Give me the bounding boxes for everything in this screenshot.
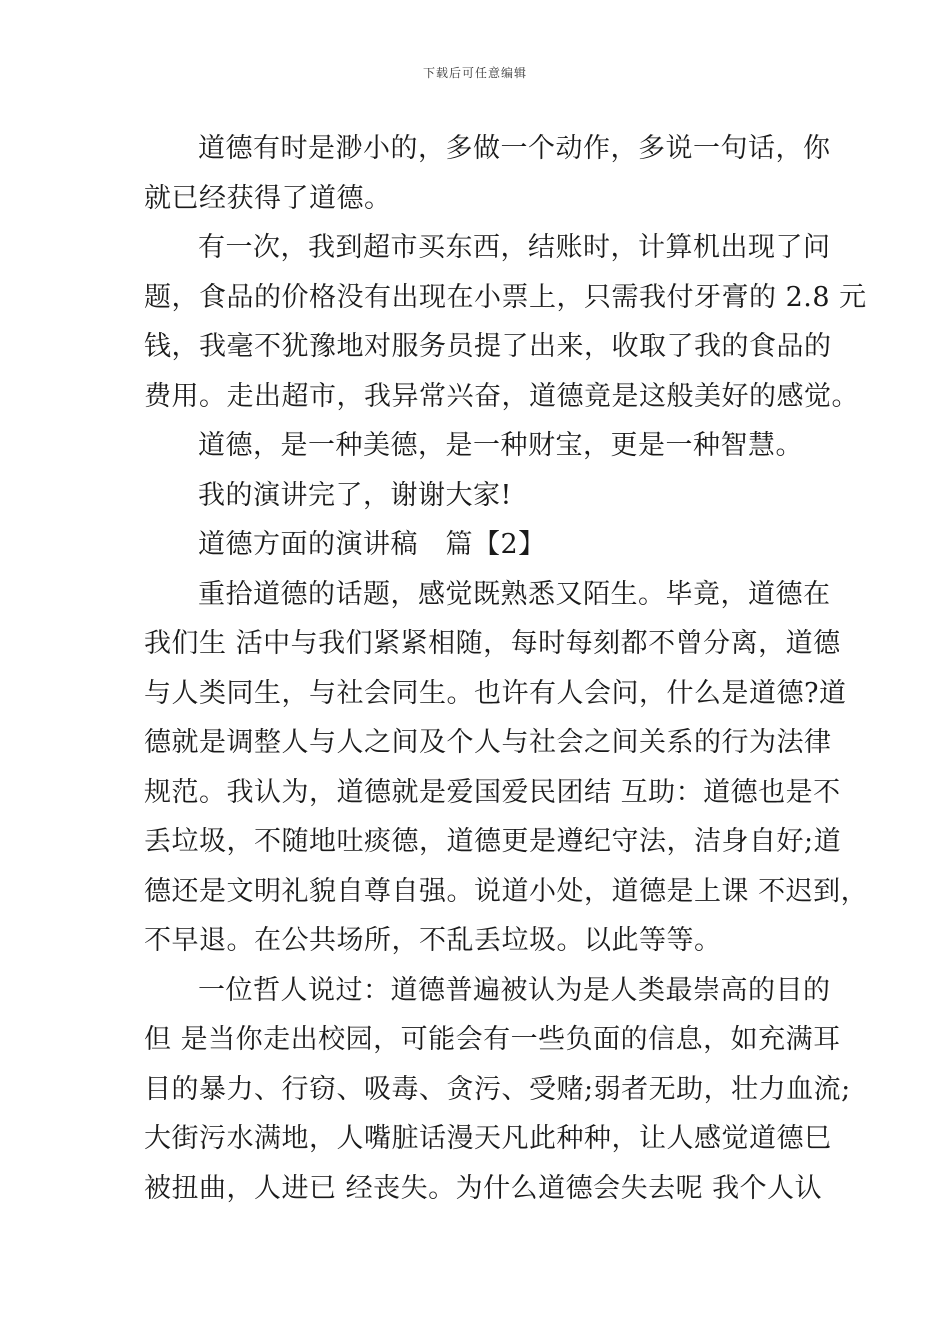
text-line: 费用。走出超市，我异常兴奋，道德竟是这般美好的感觉。 (144, 380, 859, 412)
text-line: 规范。我认为，道德就是爱国爱民团结 互助：道德也是不 (144, 776, 841, 808)
text-line: 有一次，我到超市买东西，结账时，计算机出现了问 (198, 232, 831, 263)
text-line: 道德，是一种美德，是一种财宝，更是一种智慧。 (198, 430, 803, 461)
text-line: 目的暴力、行窃、吸毒、贪污、受赌;弱者无助，壮力血流; (144, 1073, 851, 1105)
text-line: 就已经获得了道德。 (144, 182, 392, 214)
text-line: 钱，我毫不犹豫地对服务员提了出来，收取了我的食品的 (144, 331, 832, 362)
text-line: 不早退。在公共场所，不乱丢垃圾。以此等等。 (144, 925, 722, 956)
text-line: 大街污水满地，人嘴脏话漫天凡此种种，让人感觉道德巳 (144, 1123, 832, 1154)
text-line: 道德有时是渺小的，多做一个动作，多说一句话，你 (198, 133, 831, 164)
text-line: 题，食品的价格没有出现在小票上，只需我付牙膏的 2.8 元 (144, 281, 867, 313)
text-line: 丢垃圾，不随地吐痰德，道德更是遵纪守法，洁身自好;道 (144, 826, 842, 857)
text-line: 被扭曲，人进已 经丧失。为什么道德会失去呢 我个人认 (144, 1172, 823, 1204)
text-line: 与人类同生，与社会同生。也许有人会问，什么是道德?道 (144, 677, 847, 709)
text-line: 我们生 活中与我们紧紧相随，每时每刻都不曾分离，道德 (144, 628, 841, 659)
page-header: 下载后可任意编辑 (422, 66, 527, 80)
text-line: 我的演讲完了，谢谢大家! (198, 479, 512, 511)
text-line: 但 是当你走出校园，可能会有一些负面的信息，如充满耳 (144, 1024, 841, 1055)
document-body (144, 124, 869, 1213)
text-line: 德还是文明礼貌自尊自强。说道小处，道德是上课 不迟到， (144, 875, 869, 907)
section-heading: 道德方面的演讲稿 篇【2】 (198, 529, 546, 560)
text-line: 一位哲人说过：道德普遍被认为是人类最崇高的目的 (198, 974, 831, 1006)
text-line: 重拾道德的话题，感觉既熟悉又陌生。毕竟，道德在 (198, 578, 831, 610)
text-line: 德就是调整人与人之间及个人与社会之间关系的行为法律 (144, 727, 832, 758)
